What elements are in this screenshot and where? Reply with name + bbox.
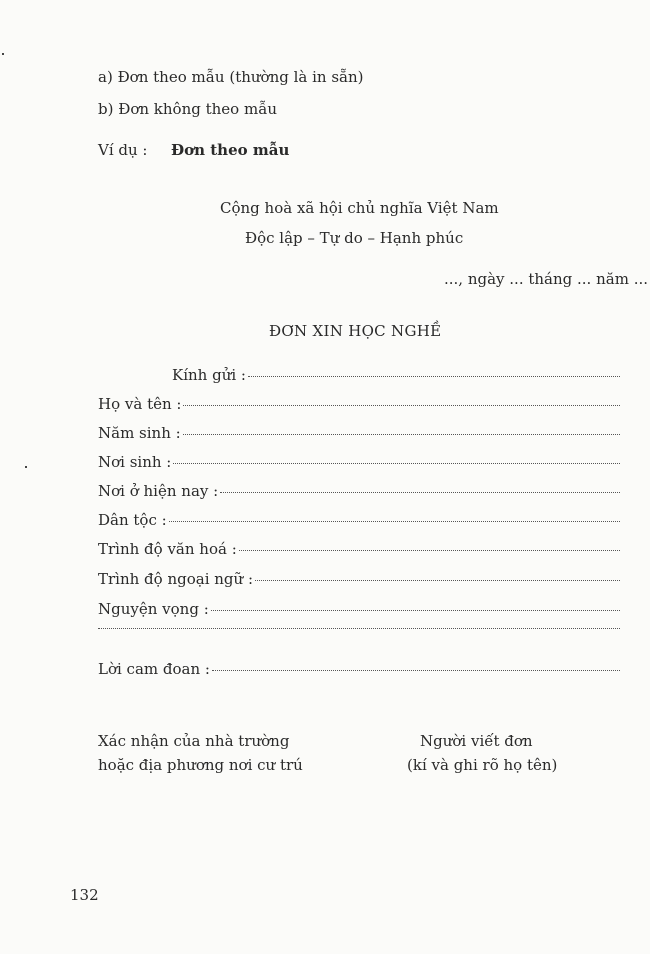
field-label: Họ và tên : (98, 395, 182, 413)
field-dan-toc[interactable] (98, 511, 620, 529)
intro-item-b: b) Đơn không theo mẫu (98, 100, 278, 118)
field-loi-cam-doan[interactable] (98, 660, 620, 678)
fill-in-line[interactable] (239, 549, 620, 551)
field-trinh-do-van-hoa[interactable] (98, 540, 620, 558)
signature-left-line1: Xác nhận của nhà trường (98, 732, 290, 750)
field-label: Lời cam đoan : (98, 660, 210, 678)
fill-in-line[interactable] (173, 462, 620, 464)
national-motto-line1: Cộng hoà xã hội chủ nghĩa Việt Nam (220, 199, 499, 217)
intro-item-a: a) Đơn theo mẫu (thường là in sẵn) (98, 68, 364, 86)
page-number: 132 (70, 886, 99, 904)
scan-speck (25, 466, 27, 468)
field-nam-sinh[interactable] (98, 424, 620, 442)
field-label: Nguyện vọng : (98, 600, 209, 618)
fill-in-line[interactable] (220, 491, 620, 493)
field-noi-o-hien-nay[interactable] (98, 482, 620, 500)
fill-in-line[interactable] (98, 627, 620, 629)
field-label: Trình độ văn hoá : (98, 540, 237, 558)
field-noi-sinh[interactable] (98, 453, 620, 471)
form-title: ĐƠN XIN HỌC NGHỀ (269, 322, 442, 340)
field-trinh-do-ngoai-ngu[interactable] (98, 570, 620, 588)
fill-in-line[interactable] (183, 433, 620, 435)
fill-in-line[interactable] (255, 579, 620, 581)
field-ho-va-ten[interactable] (98, 395, 620, 413)
fill-in-line[interactable] (211, 609, 620, 611)
field-kinh-gui[interactable] (172, 366, 620, 384)
signature-right-line2: (kí và ghi rõ họ tên) (407, 756, 558, 774)
field-label: Nơi ở hiện nay : (98, 482, 219, 500)
field-label: Kính gửi : (172, 366, 246, 384)
field-label: Nơi sinh : (98, 453, 172, 471)
fill-in-line[interactable] (169, 520, 620, 522)
national-motto-line2: Độc lập – Tự do – Hạnh phúc (245, 229, 464, 247)
fill-in-line[interactable] (212, 669, 620, 671)
example-value: Đơn theo mẫu (171, 141, 290, 159)
scan-speck (2, 53, 4, 55)
fill-in-line[interactable] (248, 375, 620, 377)
field-nguyen-vong[interactable] (98, 600, 620, 618)
field-nguyen-vong-continued[interactable] (98, 630, 620, 632)
field-label: Trình độ ngoại ngữ : (98, 570, 254, 588)
field-label: Năm sinh : (98, 424, 181, 442)
signature-left-line2: hoặc địa phương nơi cư trú (98, 756, 303, 774)
example-label: Ví dụ : (98, 141, 148, 159)
signature-right-line1: Người viết đơn (420, 732, 533, 750)
date-line: ..., ngày ... tháng ... năm ... (444, 270, 648, 288)
field-label: Dân tộc : (98, 511, 167, 529)
fill-in-line[interactable] (183, 404, 620, 406)
